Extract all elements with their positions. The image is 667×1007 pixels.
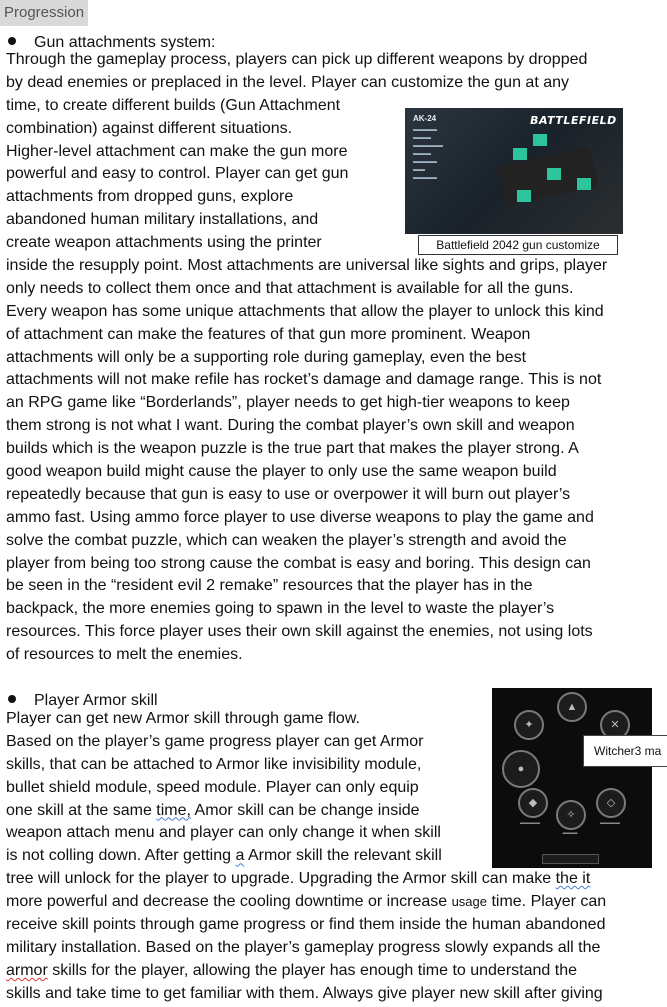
battlefield-screenshot (405, 108, 623, 234)
text-line: by dead enemies or preplaced in the level. Player can customize the gun at any (6, 73, 569, 91)
skill-label: ▬▬▬▬ (520, 820, 540, 826)
skill-label: ▬▬▬ (562, 830, 578, 836)
text-line: only needs to collect them once and that attachment is available for all the guns. (6, 279, 574, 297)
skill-node-icon: ▲ (557, 692, 587, 722)
skill-node-icon: ✧ (556, 800, 586, 830)
text-line: resources. This force player uses their own skill against the enemies, not using lots (6, 623, 593, 641)
text-line: receive skill points through game progress or find them inside the human abandoned (6, 916, 606, 934)
text-run: Armor skill the relevant skill (244, 847, 442, 865)
text-run: is not colling down. After getting (6, 847, 236, 865)
attachment-slot (533, 134, 547, 146)
text-line: builds which is the weapon puzzle is the true part that makes the player strong. A (6, 440, 579, 458)
attachment-slot (513, 148, 527, 160)
bf-logo: BATTLEFIELD (529, 114, 619, 127)
text-line: combination) against different situations. (6, 119, 293, 137)
attachment-slot (577, 178, 591, 190)
witcher-menu-bar (542, 854, 599, 864)
text-line: time, to create different builds (Gun Attachment (6, 96, 341, 114)
bullet-title: Player Armor skill (34, 692, 158, 709)
text-line: skills and take time to get familiar with them. Always give player new skill after giving (6, 984, 603, 1002)
skill-node-icon: ✕ (600, 710, 630, 740)
text-line: an RPG game like “Borderlands”, player needs to get high-tier weapons to keep (6, 394, 570, 412)
text-line: military installation. Based on the player’s gameplay progress slowly expands all the (6, 938, 601, 956)
text-line: them strong is not what I want. During the combat player’s own skill and weapon (6, 417, 575, 435)
text-line (6, 868, 663, 891)
text-run-flagged: a (235, 847, 245, 865)
text-line: solve the combat puzzle, which can weaken the player’s strength and avoid the (6, 531, 567, 549)
text-line: attachments from dropped guns, explore (6, 188, 294, 206)
skill-label: ▬▬▬▬ (600, 820, 620, 826)
text-run-flagged: the it (555, 870, 591, 888)
bullet-title: Gun attachments system: (34, 34, 216, 51)
text-line: attachments will not make refile has rocket’s damage and damage range. This is not (6, 371, 602, 389)
text-line: of attachment can make the features of that gun more prominent. Weapon (6, 325, 531, 343)
text-line: ammo fast. Using ammo force player to use diverse weapons to play the game and (6, 508, 594, 526)
text-line: Higher-level attachment can make the gun more (6, 142, 348, 160)
skill-node-icon: ✦ (514, 710, 544, 740)
text-line: Every weapon has some unique attachments that allow the player to unlock this kind (6, 302, 604, 320)
attachment-slot (517, 190, 531, 202)
skill-node-icon: ● (502, 750, 540, 788)
bf-weapon-name: AK-24 (413, 114, 437, 123)
text-run-flagged: time, (156, 801, 191, 819)
text-line: backpack, the more enemies going to spawn in the level to waste the player’s (6, 600, 555, 618)
text-line: abandoned human military installations, and (6, 211, 319, 229)
text-run: one skill at the same (6, 801, 157, 819)
battlefield-caption: Battlefield 2042 gun customize (418, 235, 618, 255)
text-line: attachments will only be a supporting role during gameplay, even the best (6, 348, 527, 366)
text-line: Through the gameplay process, players can pick up different weapons by dropped (6, 51, 588, 68)
text-line: be seen in the “resident evil 2 remake” resources that the player has in the (6, 577, 533, 595)
witcher3-screenshot (492, 688, 652, 868)
text-line: weapon attach menu and player can only change it when skill (6, 824, 441, 842)
text-run: time. Player can (487, 893, 607, 911)
text-run: more powerful and decrease the cooling downtime or increase (6, 893, 452, 911)
text-line (6, 891, 663, 914)
text-run: Amor skill can be change inside (190, 801, 420, 819)
text-line: bullet shield module, speed module. Player can only equip (6, 778, 419, 796)
text-line (6, 960, 663, 983)
text-line: skills, that can be attached to Armor like invisibility module, (6, 755, 422, 773)
text-run-misspelled: armor (6, 961, 48, 979)
bullet-icon (8, 695, 16, 703)
text-line: of resources to melt the enemies. (6, 646, 243, 664)
attachment-slot (547, 168, 561, 180)
text-line: Based on the player’s game progress player can get Armor (6, 732, 424, 750)
text-line: good weapon build might cause the player to only use the same weapon build (6, 463, 557, 481)
section-heading: Progression (0, 0, 88, 26)
text-run-small: usage (451, 894, 487, 910)
text-line: Player can get new Armor skill through game flow. (6, 710, 360, 727)
bullet-icon (8, 37, 16, 45)
bf-menu-list: ▬▬▬▬ ▬▬▬ ▬▬▬▬▬ ▬▬▬ ▬▬▬▬ ▬▬ ▬▬▬▬ (413, 127, 443, 181)
text-line: player from being too strong cause the combat is easy and boring. This design can (6, 554, 591, 572)
text-line: create weapon attachments using the printer (6, 234, 322, 252)
text-line: repeatedly because that gun is easy to use or overpower it will burn out player’s (6, 485, 571, 503)
text-line: inside the resupply point. Most attachments are universal like sights and grips, player (6, 257, 608, 275)
witcher3-caption: Witcher3 ma (583, 735, 667, 767)
text-run: tree will unlock for the player to upgrade. Upgrading the Armor skill can make (6, 870, 556, 888)
text-line: powerful and easy to control. Player can get gun (6, 165, 349, 183)
skill-node-icon: ◆ (518, 788, 548, 818)
text-run: skills for the player, allowing the player has enough time to understand the (47, 961, 577, 979)
skill-node-icon: ◇ (596, 788, 626, 818)
